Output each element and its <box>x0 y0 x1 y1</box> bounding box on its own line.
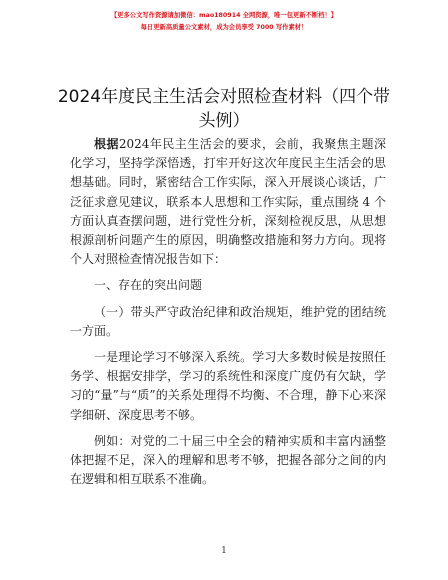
promo-banner-line-1: 【更多公文写作资源请加微信：mao180914 全网资源，唯一包更新不断档！】 <box>110 12 338 19</box>
promo-banner-line-2: 每日更新高质量公文素材，成为会员享受 7000 写作素材！ <box>140 24 308 31</box>
document-title: 2024年度民主生活会对照检查材料（四个带头例） <box>57 87 391 131</box>
intro-lead-word: 根据 <box>94 137 119 151</box>
document-body <box>70 135 386 489</box>
subsection-heading: （一）带头严守政治纪律和政治规矩，维护党的团结统一方面。 <box>70 304 386 338</box>
section-heading: 一、存在的突出问题 <box>94 278 203 293</box>
page-number: 1 <box>221 546 227 556</box>
point-paragraph-1: 一是理论学习不够深入系统。学习大多数时候是按照任务学、根据安排学，学习的系统性和深度广度仍有欠缺，学习的“量”与“质”的关系处理得不均衡、不合理，静下心来深学细研、深度思考不够。 <box>70 350 386 422</box>
intro-text: 2024年民主生活会的要求，会前，我聚焦主题深化学习，坚持学深悟透，打牢开好这次年度民主生活会的思想基础。同时，紧密结合工作实际，深入开展谈心谈话，广泛征求意见建议，联系本人思想和工作实际，重点围绕 4 个方面认真查摆问题，进行党性分析，深刻检视反思，从思想根源剖析问题产生的原因，明确整改措施和努力方向。现将个人对照检查情况报告如下： <box>70 137 386 267</box>
example-paragraph-1: 例如：对党的二十届三中全会的精神实质和丰富内涵整体把握不足，深入的理解和思考不够，把握各部分之间的内在逻辑和相互联系不准确。 <box>70 433 386 487</box>
intro-paragraph <box>70 135 386 269</box>
